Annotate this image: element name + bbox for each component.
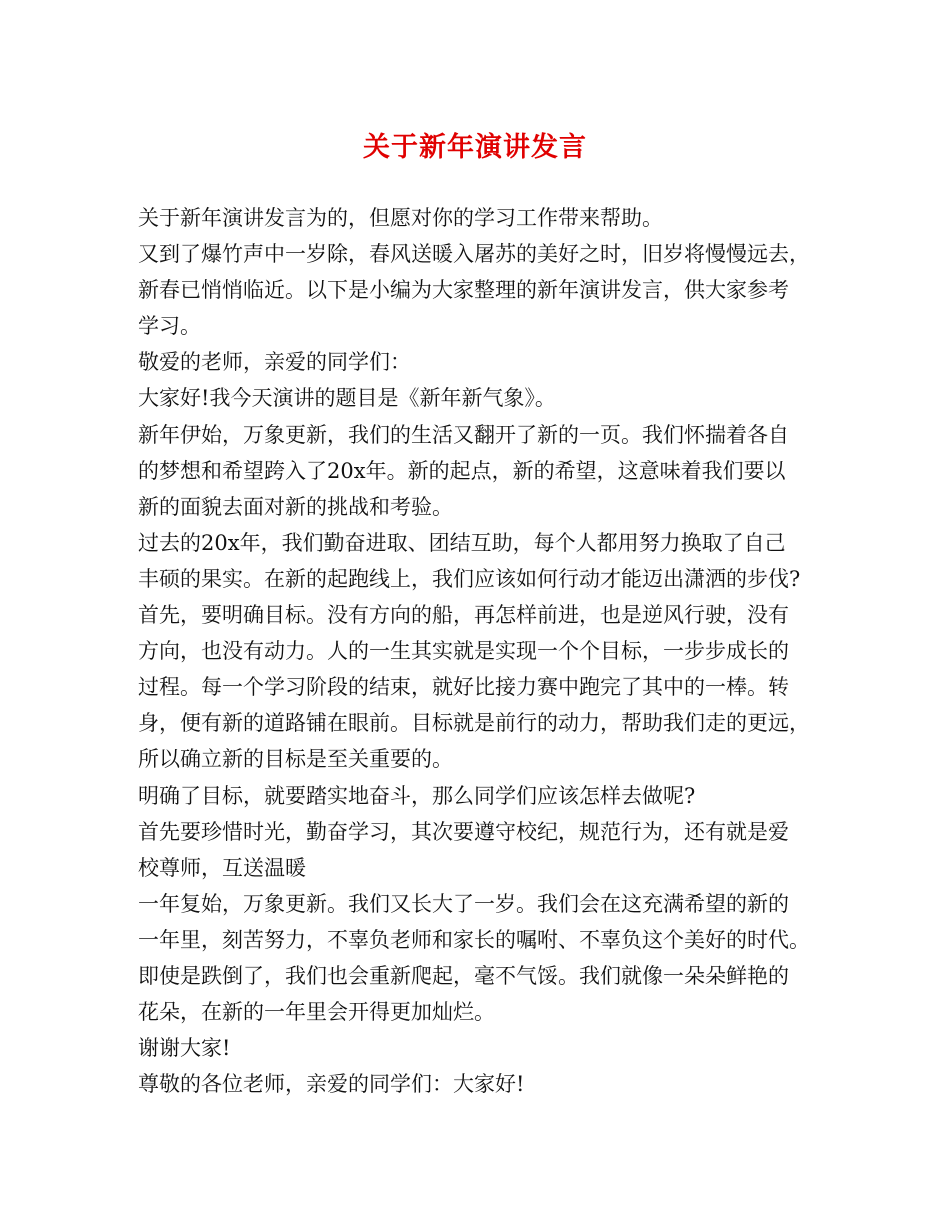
text-line: 首先，要明确目标。没有方向的船，再怎样前进，也是逆风行驶，没有 bbox=[138, 603, 789, 628]
text-line: 又到了爆竹声中一岁除，春风送暖入屠苏的美好之时，旧岁将慢慢远去， bbox=[138, 242, 810, 267]
document-title: 关于新年演讲发言 bbox=[363, 132, 587, 163]
text-line: 学习。 bbox=[138, 314, 201, 339]
text-line: 新的面貌去面对新的挑战和考验。 bbox=[138, 494, 453, 519]
text-line: 丰硕的果实。在新的起跑线上，我们应该如何行动才能迈出潇洒的步伐? bbox=[138, 566, 801, 591]
text-line: 关于新年演讲发言为的，但愿对你的学习工作带来帮助。 bbox=[138, 206, 663, 230]
text-line: 即使是跌倒了，我们也会重新爬起，毫不气馁。我们就像一朵朵鲜艳的 bbox=[138, 963, 789, 988]
text-line: 身，便有新的道路铺在眼前。目标就是前行的动力，帮助我们走的更远， bbox=[138, 711, 810, 736]
text-line: 的梦想和希望跨入了20x年。新的起点，新的希望，这意味着我们要以 bbox=[138, 458, 786, 483]
text-line: 明确了目标，就要踏实地奋斗，那么同学们应该怎样去做呢? bbox=[138, 783, 696, 808]
text-line: 过程。每一个学习阶段的结束，就好比接力赛中跑完了其中的一棒。转 bbox=[138, 675, 789, 700]
text-line: 所以确立新的目标是至关重要的。 bbox=[138, 747, 453, 772]
text-line: 一年里，刻苦努力，不辜负老师和家长的嘱咐、不辜负这个美好的时代。 bbox=[138, 927, 810, 952]
text-line: 新年伊始，万象更新，我们的生活又翻开了新的一页。我们怀揣着各自 bbox=[138, 422, 789, 447]
text-line: 校尊师，互送温暖 bbox=[138, 855, 306, 880]
text-line: 方向，也没有动力。人的一生其实就是实现一个个目标，一步步成长的 bbox=[138, 639, 789, 664]
text-line: 过去的20x年，我们勤奋进取、团结互助，每个人都用努力换取了自己 bbox=[138, 530, 786, 555]
document-body bbox=[138, 200, 828, 1102]
text-line: 一年复始，万象更新。我们又长大了一岁。我们会在这充满希望的新的 bbox=[138, 891, 789, 916]
text-line: 尊敬的各位老师，亲爱的同学们：大家好! bbox=[138, 1072, 525, 1097]
text-line: 新春已悄悄临近。以下是小编为大家整理的新年演讲发言，供大家参考 bbox=[138, 278, 789, 303]
text-line: 花朵，在新的一年里会开得更加灿烂。 bbox=[138, 1000, 495, 1025]
text-line: 大家好!我今天演讲的题目是《新年新气象》。 bbox=[138, 386, 556, 411]
text-line: 首先要珍惜时光，勤奋学习，其次要遵守校纪，规范行为，还有就是爱 bbox=[138, 819, 789, 844]
text-line: 敬爱的老师，亲爱的同学们： bbox=[138, 350, 411, 375]
text-line: 谢谢大家! bbox=[138, 1036, 231, 1061]
